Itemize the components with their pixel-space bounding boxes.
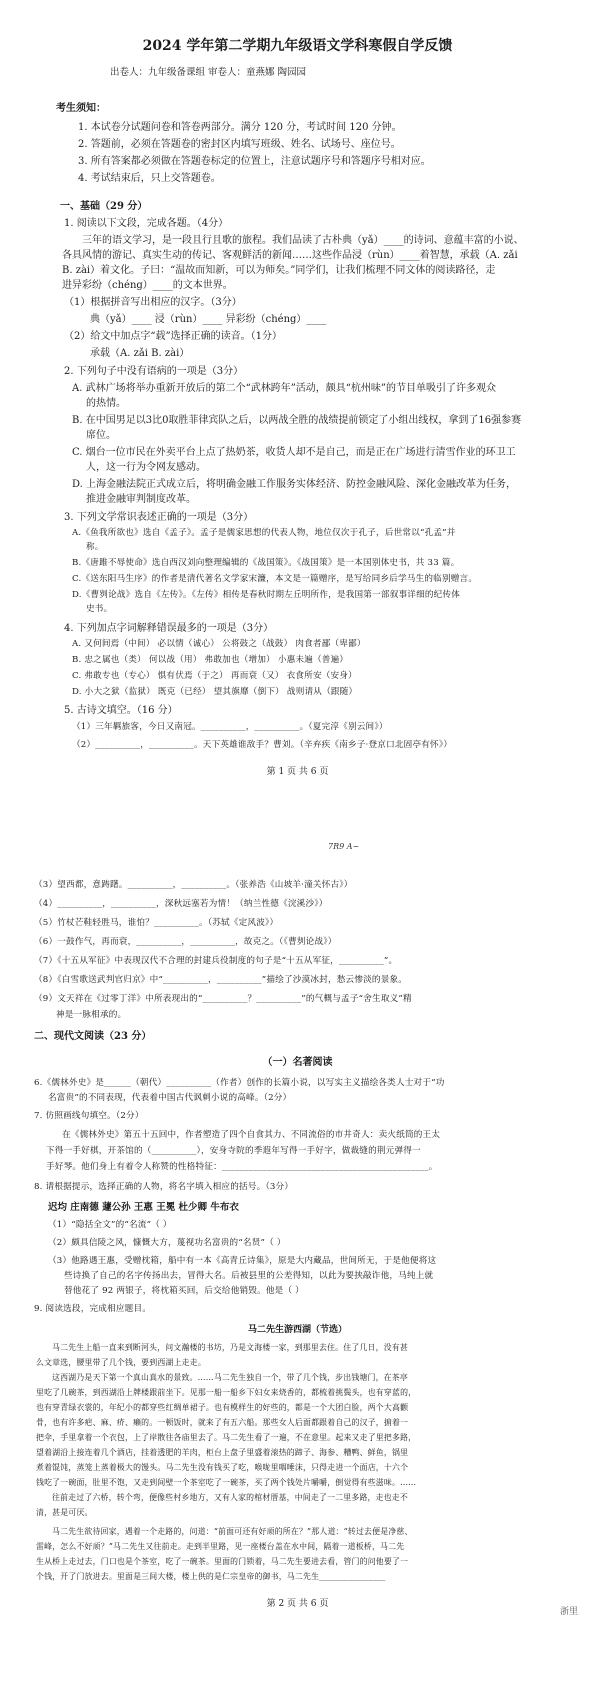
- question-line: 下得一手好棋，开茶馆的（__________），安身寺院的季遐年写得一手好字，做裁缝的荆元弹得一: [46, 1146, 421, 1156]
- notice-item: 4. 考试结束后，只上交答题卷。: [78, 173, 221, 184]
- sub-question: 替他花了 92 两银子，将枕箱买回，后交给他销毁。他是（ ）: [64, 1286, 304, 1296]
- sub-question: （2）颇具信陵之风，慷慨大方，蔑视功名富贵的“名贤”（ ）: [48, 1238, 286, 1248]
- option-line: D. 上海金融法院正式成立后，将明确金融工作服务实体经济、防控金融风险、深化金融改革为任务，: [72, 479, 517, 490]
- excerpt-line: 马二先生上船一直来到断河头，问文瀚楼的书坊，乃是文海楼一家，到那里去住。住了几日，没有甚: [52, 1343, 408, 1352]
- answer-options: 承载（A. zǎi B. zài）: [90, 348, 190, 359]
- fill-blank-line: （8）《白雪歌送武判官归京》中“__________，__________”描绘了沙漠冰封，愁云惨淡的景象。: [34, 975, 408, 985]
- excerpt-title: 马二先生游西湖（节选）: [247, 1325, 347, 1335]
- fill-blank-line: （5）竹杖芒鞋轻胜马，谁怕？__________。（苏轼《定风波》）: [34, 918, 279, 928]
- page-footer: 第 2 页 共 6 页: [266, 1599, 329, 1609]
- question-stem: 4. 下列加点字词解释错误最多的一项是（3分）: [64, 623, 274, 634]
- question-stem: 5. 古诗文填空。（16 分）: [64, 705, 178, 716]
- fill-blank-line: （6）一鼓作气，再而衰，__________，__________，故克之。（《曹刿论战》）: [34, 937, 337, 947]
- question-line: 手好琴。他们身上有着令人称赞的性格特征：______________________________________________。: [46, 1162, 438, 1172]
- question-stem: 2. 下列句子中没有语病的一项是（3分）: [64, 366, 244, 377]
- answer-blanks: 典（yǎ）____ 浸（rùn）____ 异彩纷（chéng）____: [90, 314, 327, 325]
- passage-line: B. zài）着文化。子曰：“温故而知新，可以为师矣。”同学们，让我们梳理不同文体的阅读路径，走: [62, 265, 496, 276]
- question-line: 名富贵”的不同表现，代表着中国古代讽刺小说的高峰。（2分）: [48, 1093, 292, 1103]
- excerpt-line: 骨，也有许多疤、麻、疥、癞的。一顿饭时，就来了有五六船。那些女人后面都跟着自己的汉子，掮着一: [36, 1418, 409, 1427]
- section-heading: 一、基础（29 分）: [60, 201, 148, 212]
- option-line: 席位。: [86, 430, 116, 441]
- page-1: [0, 0, 595, 810]
- section-heading: 二、现代文阅读（23 分）: [34, 1031, 152, 1042]
- option-line: 推进金融审判制度改革。: [86, 494, 196, 505]
- sub-question: 些诗换了自己的名字传扬出去，冒得大名。后被县里的公差得知，以此为要挟敲诈他，马纯上就: [64, 1271, 434, 1281]
- excerpt-line: 这西湖乃是天下第一个真山真水的景致。……马二先生独自一个，带了几个钱，步出钱塘门，在茶亭: [52, 1373, 408, 1382]
- name-options: 迟均 庄南德 蘧公孙 王惠 王冕 杜少卿 牛布衣: [48, 1202, 239, 1213]
- fill-blank-line: （2）__________，__________。天下英雄谁敌手？曹刘。（辛弃疾《南乡子·登京口北固亭有怀》）: [72, 740, 453, 750]
- excerpt-line: 把伞，手里拿着一个衣包，上了岸散往各庙里去了。马二先生看了一遍，不在意里。起来又走了里把多路，: [36, 1433, 417, 1442]
- exam-title: 2024 学年第二学期九年级语文学科寒假自学反馈: [142, 38, 453, 54]
- question-line: 6.《儒林外史》是______（朝代）__________（作者）创作的长篇小说，以写实主义描绘各类人士对于“功: [34, 1078, 445, 1088]
- option-line: A.《鱼我所欲也》选自《孟子》。孟子是儒家思想的代表人物，地位仅次于孔子，后世常以“孔孟”并: [72, 528, 456, 538]
- option-line: B. 忠之属也（类） 何以战（用） 弗敢加也（增加） 小惠未遍（普遍）: [72, 655, 349, 665]
- excerpt-line: 生从桥上走过去，门口也是个茶室，吃了一碗茶。里面的门锁着，马二先生要进去看，管门的问他要了一: [36, 1557, 409, 1566]
- fill-blank-line: （4）__________，__________，深秋远塞若为情！（纳兰性德《浣溪沙》）: [34, 899, 328, 909]
- sub-question: （3）他路遇王惠，受赠枕箱，船中有一本《高青丘诗集》，原是大内藏品，世间所无，于是他便将这: [48, 1256, 437, 1266]
- notice-item: 3. 所有答案都必须做在答题卷标定的位置上，注意试题序号和答题序号相对应。: [78, 156, 431, 167]
- fill-blank-line: （9）文天祥在《过零丁洋》中所表现出的“__________？__________”的气概与孟子“舍生取义”精: [34, 994, 412, 1004]
- question-stem: 9. 阅读选段，完成相应题目。: [34, 1304, 152, 1314]
- watermark-text: 浙里: [560, 1607, 579, 1617]
- option-line: C.《送东阳马生序》的作者是清代著名文学家宋濂，本文是一篇赠序，是写给同乡后学马生的临别赠言。: [72, 574, 478, 584]
- fill-blank-line: 神是一脉相承的。: [56, 1010, 127, 1020]
- option-line: D. 小大之狱（监狱） 既克（已经） 望其旗靡（倒下） 战则请从（跟随）: [72, 687, 358, 697]
- option-line: A. 又何间焉（中间） 必以情（诚心） 公将鼓之（战鼓） 肉食者鄙（卑鄙）: [72, 639, 366, 649]
- page-2: [0, 880, 595, 1684]
- excerpt-line: 马二先生欲待回家，遇着一个走路的，问道：“前面可还有好顽的所在？”那人道：“转过去便是净慈、: [52, 1527, 413, 1536]
- option-line: 的热情。: [86, 398, 126, 409]
- handwritten-mark: 7R9 A~: [328, 842, 360, 851]
- subsection-heading: （一）名著阅读: [262, 1057, 333, 1068]
- question-stem: 1. 阅读以下文段，完成各题。（4分）: [64, 218, 229, 229]
- question-stem: 7. 仿照画线句填空。（2分）: [34, 1111, 144, 1121]
- fill-blank-line: （1）三年羁旅客，今日又南冠。__________，__________。（夏完淳《别云间》）: [72, 722, 388, 732]
- excerpt-line: 个钱，开了门放进去。里面是三间大楼，楼上供的是仁宗皇帝的御书，马二先生________________: [36, 1572, 386, 1581]
- excerpt-line: 煮着馄饨，蒸笼上蒸着极大的馒头。马二先生没有钱买了吃，喉咙里咽唾沫，只得走进一个面店，十六个: [36, 1463, 409, 1472]
- excerpt-line: 清，甚是可厌。: [36, 1508, 93, 1517]
- question-stem: 3. 下列文学常识表述正确的一项是（3分）: [64, 512, 254, 523]
- option-line: D.《曹刿论战》选自《左传》。《左传》相传是春秋时期左丘明所作，是我国第一部叙事详细的纪传体: [72, 590, 461, 600]
- excerpt-line: 么文章选，腰里带了几个钱，要到西湖上走走。: [36, 1358, 206, 1367]
- fill-blank-line: （7）《十五从军征》中表现汉代不合理的封建兵役制度的句子是“十五从军征，__________”。: [34, 956, 398, 966]
- option-line: 称。: [86, 542, 104, 552]
- option-line: A. 武林广场将举办重新开放后的第二个“武林跨年”活动，颇具“杭州味”的节目单吸引了许多观众: [72, 383, 497, 394]
- page-footer: 第 1 页 共 6 页: [266, 767, 329, 777]
- excerpt-line: 也有穿青绿衣裳的，年纪小的都穿些红绸单裙子。也有模样生的好些的，都是一个大团白脸，两个大高颧: [36, 1403, 409, 1412]
- excerpt-line: 望着湖沿上接连着几个酒店，挂着透肥的羊肉，柜台上盘子里盛着滚热的蹄子、海参、糟鸭、鲜鱼，锅里: [36, 1448, 409, 1457]
- sub-question: （1）根据拼音写出相应的汉字。（3分）: [64, 297, 242, 308]
- excerpt-line: 里吃了几碗茶，到西湖沿上牌楼跟前坐下。见那一船一船乡下妇女来烧香的，都梳着挑鬓头，也有穿蓝的，: [36, 1388, 417, 1397]
- passage-line: 各具风情的游记、真实生动的传记、客观鲜活的新闻……这些作品浸（rùn）____着智慧，承载（A. zǎi: [62, 250, 518, 261]
- passage-line: 进异彩纷（chéng）____的文本世界。: [62, 280, 233, 291]
- option-line: 史书。: [86, 604, 113, 614]
- header-authors: 出卷人：九年级备课组 审卷人：童燕娜 陶园园: [110, 67, 307, 78]
- excerpt-line: 往前走过了六桥，转个弯，便像些村乡地方，又有人家的棺材厝基，中间走了一二里多路，走也走不: [52, 1493, 408, 1502]
- option-line: B. 在中国男足以3比0取胜菲律宾队之后，以两战全胜的战绩提前锁定了小组出线权，拿到了16强参赛: [72, 415, 522, 426]
- excerpt-line: 钱吃了一碗面，肚里不饱，又走到间壁一个茶室吃了一碗茶，买了两个钱处片嚼嚼，倒觉得有些滋味。……: [36, 1478, 417, 1487]
- sub-question: （2）给文中加点字“载”选择正确的读音。（1分）: [64, 331, 282, 342]
- option-line: C. 弗敢专也（专心） 惧有伏焉（于之） 再而衰（又） 衣食所安（安身）: [72, 671, 357, 681]
- question-stem: 8. 请根据提示，选择正确的人物，将名字填入相应的括号。（3分）: [34, 1182, 294, 1192]
- excerpt-line: 雷峰，怎么不好顽？”马二先生又往前走。走到半里路，见一座楼台盖在水中间，隔着一道板桥，马二先: [36, 1542, 405, 1551]
- fill-blank-line: （3）望西都，意踌躇。__________，__________。（张养浩《山坡羊·潼关怀古》）: [34, 880, 353, 890]
- sub-question: （1）“隐括全文”的“名流”（ ）: [48, 1220, 172, 1230]
- notice-title: 考生须知：: [56, 103, 106, 114]
- option-line: C. 烟台一位市民在外卖平台上点了热奶茶，收货人却不是自己，而是正在广场进行清雪作业的环卫工: [72, 447, 516, 458]
- option-line: 人，这一行为令网友感动。: [86, 462, 206, 473]
- option-line: B.《唐雎不辱使命》选自西汉刘向整理编辑的《战国策》。《战国策》是一本国别体史书，共 33 篇。: [72, 558, 460, 568]
- question-line: 在《儒林外史》第五十五回中，作者塑造了四个自食其力、不同流俗的市井奇人：卖火纸筒的王太: [62, 1130, 441, 1140]
- notice-item: 2. 答题前，必须在答题卷的密封区内填写班级、姓名、试场号、座位号。: [78, 139, 401, 150]
- notice-item: 1. 本试卷分试题问卷和答卷两部分。满分 120 分，考试时间 120 分钟。: [78, 122, 402, 133]
- passage-line: 三年的语文学习，是一段且行且歌的旅程。我们品读了古朴典（yǎ）____的诗词、意蕴丰富的小说、: [82, 235, 524, 246]
